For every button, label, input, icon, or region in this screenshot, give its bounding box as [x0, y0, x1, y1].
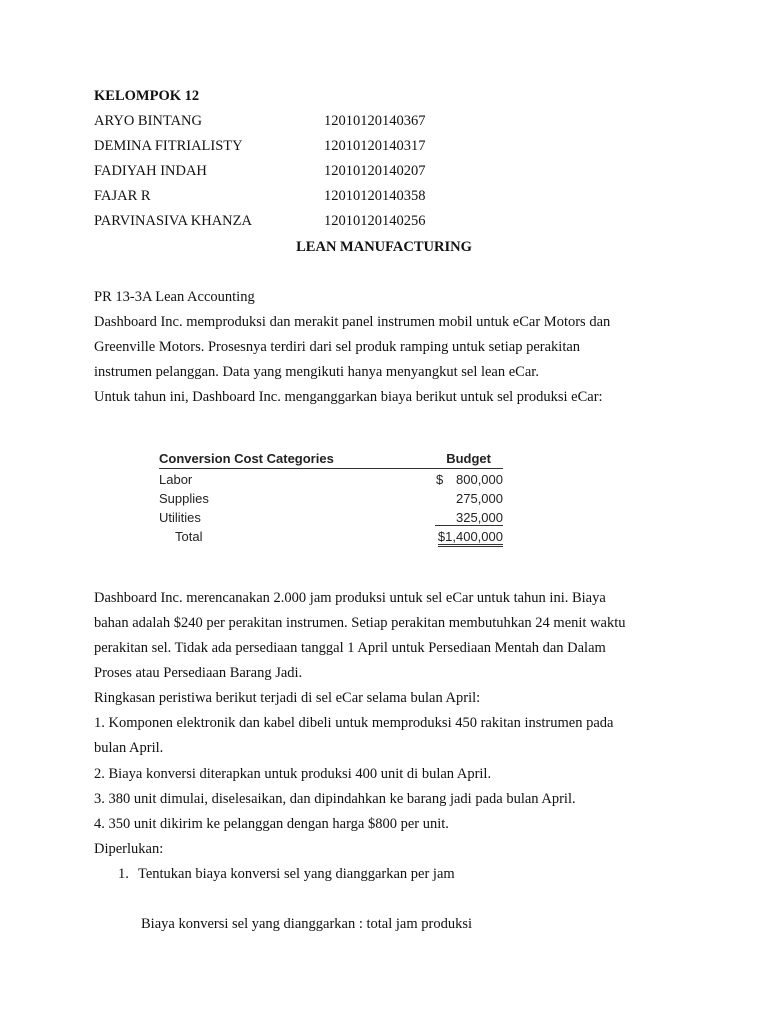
paragraph-line: 1. Komponen elektronik dan kabel dibeli untuk memproduksi 450 rakitan instrumen pada — [94, 715, 614, 731]
member-name: PARVINASIVA KHANZA — [94, 213, 252, 229]
list-number: 1. — [118, 866, 129, 882]
row-value: 800,000 — [456, 472, 503, 487]
total-value: $1,400,000 — [438, 529, 503, 547]
member-nim: 12010120140256 — [324, 213, 426, 229]
table-row — [159, 488, 503, 507]
member-row — [94, 162, 494, 180]
member-name: FAJAR R — [94, 188, 151, 204]
member-name: DEMINA FITRIALISTY — [94, 138, 243, 154]
table-row — [159, 507, 503, 526]
column-header-category: Conversion Cost Categories — [159, 451, 334, 466]
list-item — [118, 865, 455, 883]
paragraph-line: Ringkasan peristiwa berikut terjadi di sel eCar selama bulan April: — [94, 690, 481, 706]
dollar-sign: $ — [436, 472, 444, 487]
member-nim: 12010120140207 — [324, 163, 426, 179]
row-label: Utilities — [159, 510, 201, 525]
formula-line: Biaya konversi sel yang dianggarkan : total jam produksi — [141, 916, 473, 932]
member-name: FADIYAH INDAH — [94, 163, 207, 179]
problem-code: PR 13-3A Lean Accounting — [94, 289, 255, 305]
group-title: KELOMPOK 12 — [94, 88, 200, 104]
paragraph-line: Dashboard Inc. memproduksi dan merakit panel instrumen mobil untuk eCar Motors dan — [94, 314, 611, 330]
table-header — [159, 448, 503, 469]
member-nim: 12010120140317 — [324, 138, 426, 154]
paragraph-line: Greenville Motors. Prosesnya terdiri dari sel produk ramping untuk setiap perakitan — [94, 339, 581, 355]
paragraph-line: perakitan sel. Tidak ada persediaan tanggal 1 April untuk Persediaan Mentah dan Dalam — [94, 640, 606, 656]
paragraph-line: 3. 380 unit dimulai, diselesaikan, dan dipindahkan ke barang jadi pada bulan April. — [94, 791, 576, 807]
paragraph-line: Diperlukan: — [94, 841, 164, 857]
paragraph-line: 4. 350 unit dikirim ke pelanggan dengan harga $800 per unit. — [94, 816, 449, 832]
member-nim: 12010120140367 — [324, 113, 426, 129]
member-row — [94, 112, 494, 130]
paragraph-line: bulan April. — [94, 740, 164, 756]
member-row — [94, 137, 494, 155]
paragraph-line: Dashboard Inc. merencanakan 2.000 jam produksi untuk sel eCar untuk tahun ini. Biaya — [94, 590, 606, 606]
table-row — [159, 469, 503, 488]
row-label: Labor — [159, 472, 193, 487]
row-value: 275,000 — [456, 491, 503, 506]
column-header-budget: Budget — [446, 451, 491, 466]
member-row — [94, 212, 494, 230]
total-label: Total — [175, 529, 203, 544]
paragraph-line: Untuk tahun ini, Dashboard Inc. menganggarkan biaya berikut untuk sel produksi eCar: — [94, 389, 603, 405]
budget-table — [159, 448, 503, 545]
section-heading: LEAN MANUFACTURING — [296, 239, 472, 255]
paragraph-line: instrumen pelanggan. Data yang mengikuti hanya menyangkut sel lean eCar. — [94, 364, 539, 380]
member-nim: 12010120140358 — [324, 188, 426, 204]
row-label: Supplies — [159, 491, 209, 506]
member-row — [94, 187, 494, 205]
table-total-row — [159, 526, 503, 545]
paragraph-line: bahan adalah $240 per perakitan instrumen. Setiap perakitan membutuhkan 24 menit waktu — [94, 615, 626, 631]
member-name: ARYO BINTANG — [94, 113, 202, 129]
row-value: 325,000 — [435, 510, 503, 526]
paragraph-line: 2. Biaya konversi diterapkan untuk produksi 400 unit di bulan April. — [94, 766, 492, 782]
list-text: Tentukan biaya konversi sel yang dianggarkan per jam — [138, 866, 455, 882]
paragraph-line: Proses atau Persediaan Barang Jadi. — [94, 665, 303, 681]
